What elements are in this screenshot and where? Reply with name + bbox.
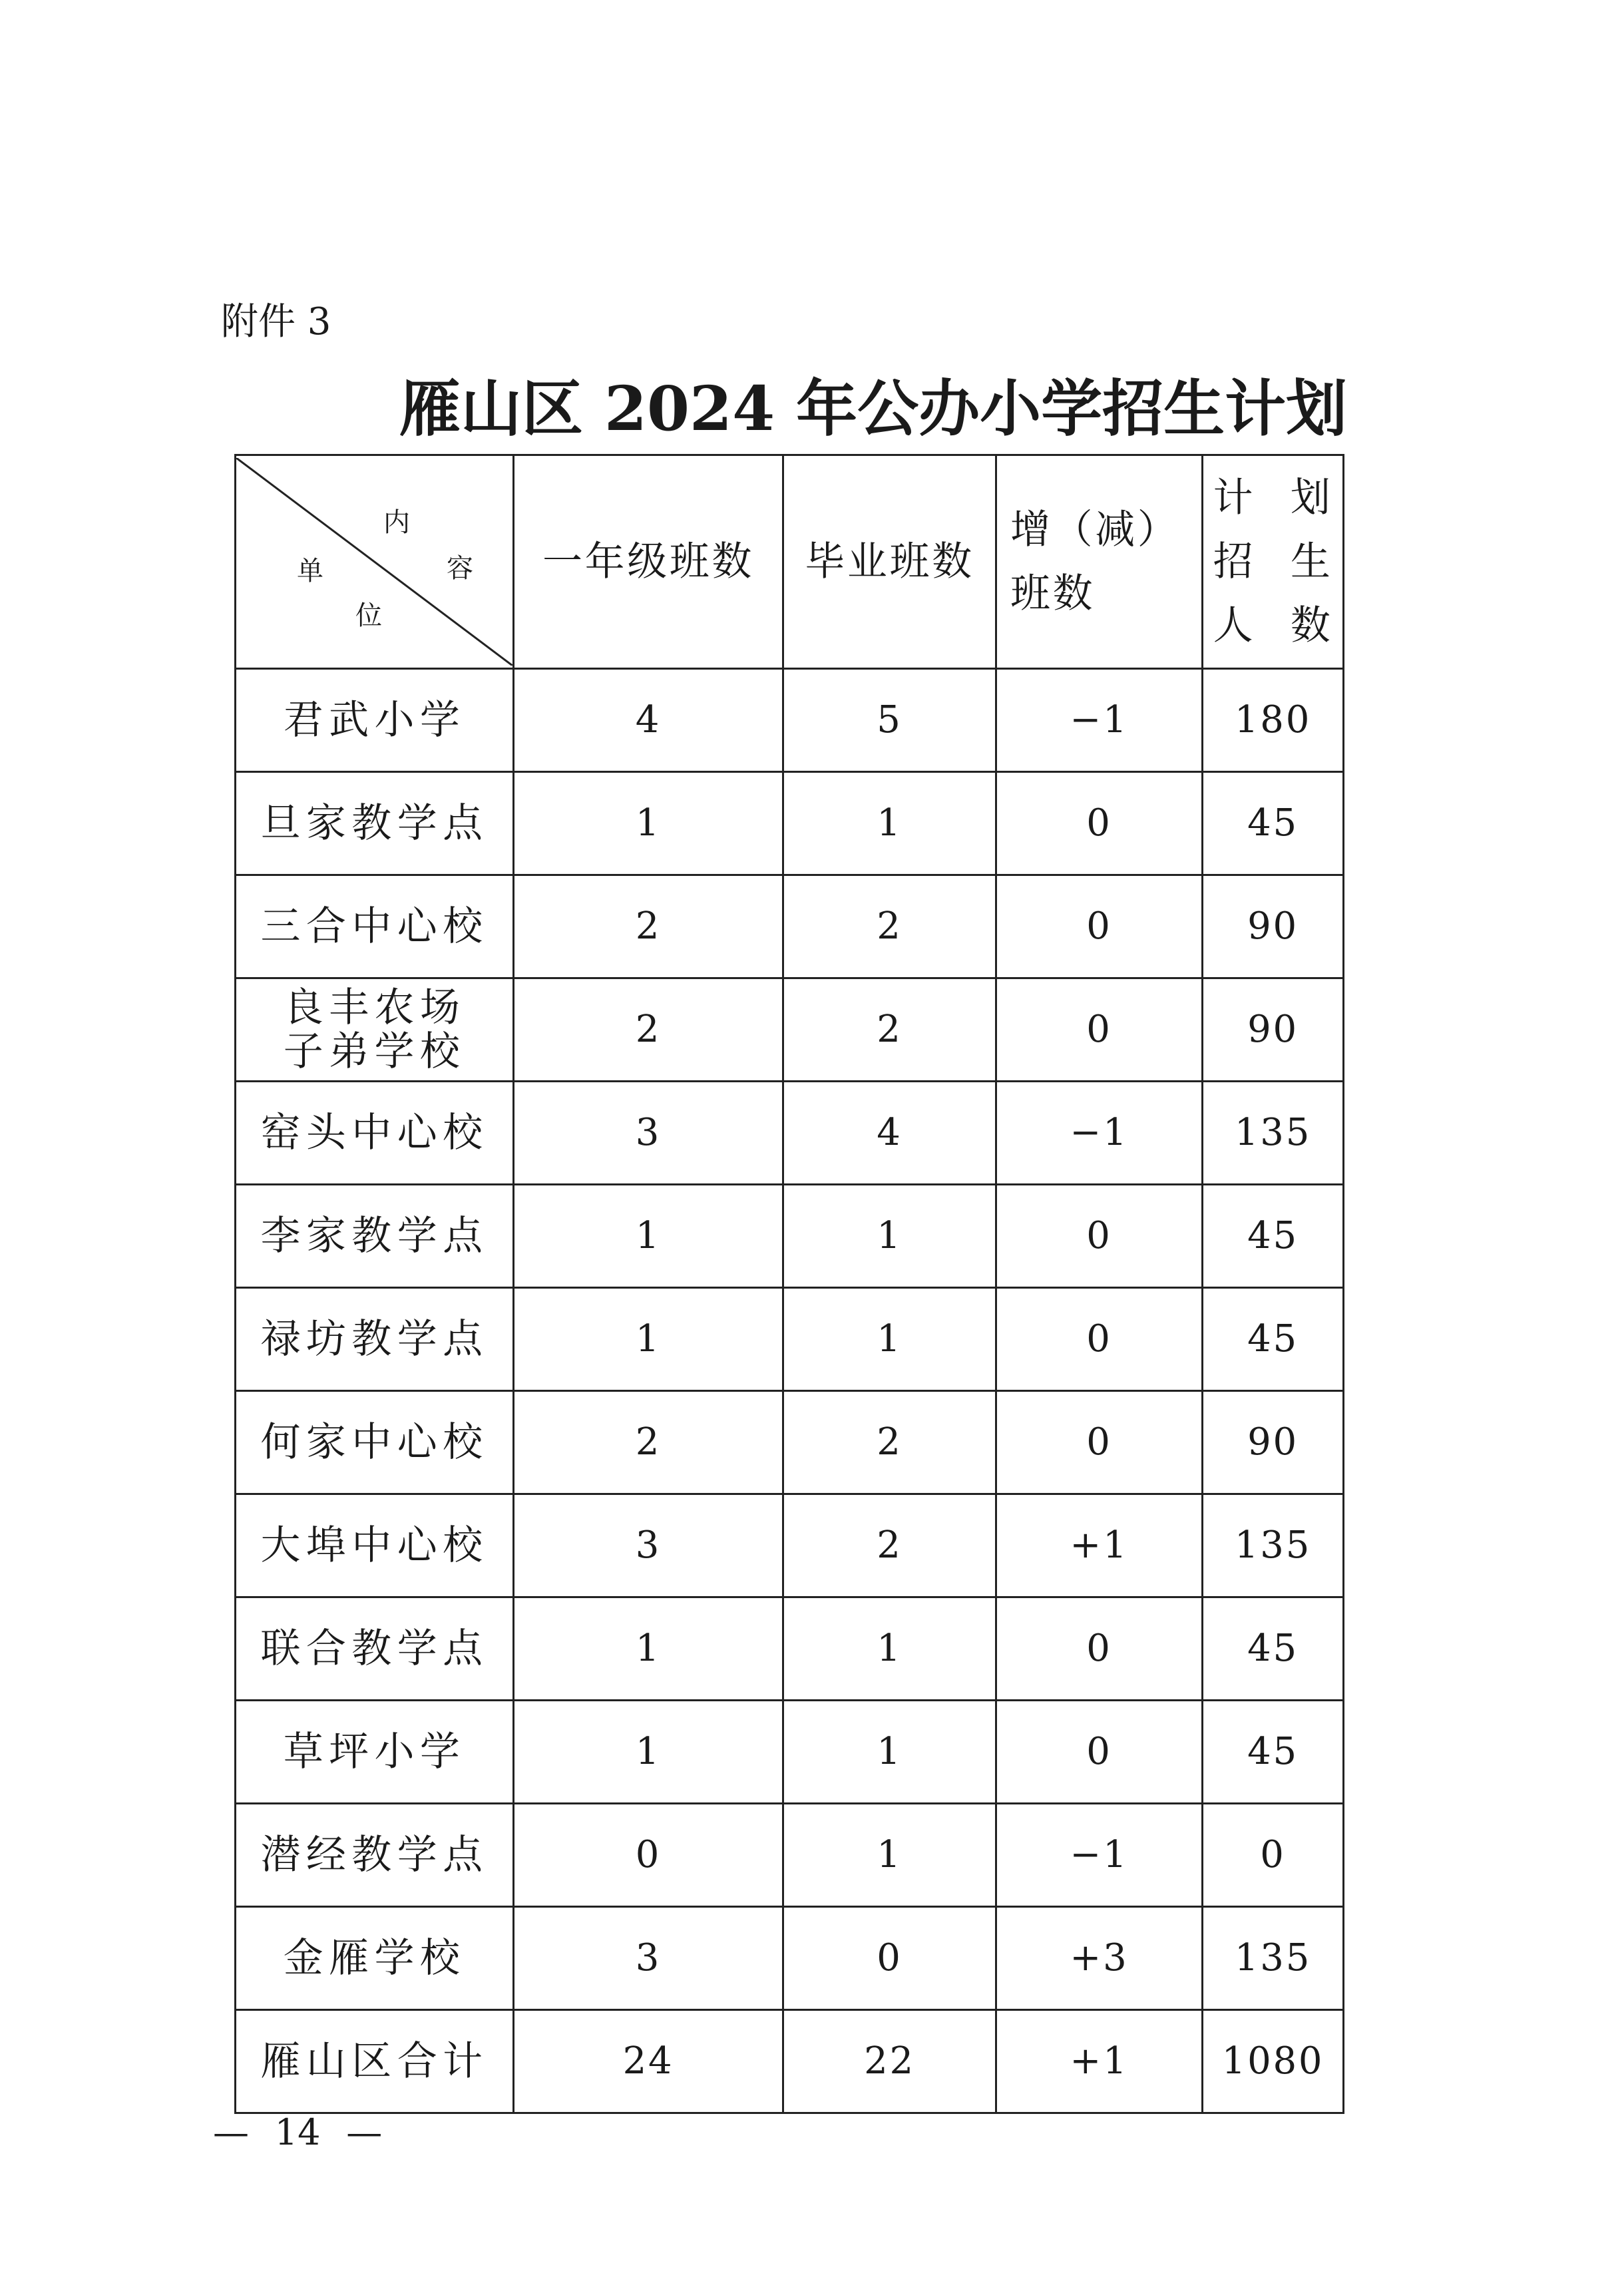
grade1-classes: 1 xyxy=(514,1701,783,1804)
total-class-change: +1 xyxy=(996,2010,1203,2113)
class-change: 0 xyxy=(996,1597,1203,1701)
column-header-planned-enrollment: 计 划 招 生 人 数 xyxy=(1203,455,1344,669)
planned-enrollment: 45 xyxy=(1203,1701,1344,1804)
table-header-row xyxy=(236,455,1344,669)
grade1-classes: 0 xyxy=(514,1804,783,1907)
table-row xyxy=(236,1288,1344,1391)
table-row xyxy=(236,1082,1344,1185)
school-name: 联合教学点 xyxy=(236,1597,514,1701)
table-row xyxy=(236,772,1344,875)
planned-enrollment: 180 xyxy=(1203,669,1344,772)
graduating-classes: 1 xyxy=(783,1288,996,1391)
school-name: 三合中心校 xyxy=(236,875,514,978)
enrollment-plan-table xyxy=(234,454,1344,2114)
school-name: 君武小学 xyxy=(236,669,514,772)
class-change: +1 xyxy=(996,1494,1203,1597)
school-name: 李家教学点 xyxy=(236,1185,514,1288)
grade1-classes: 1 xyxy=(514,1185,783,1288)
table-row xyxy=(236,1494,1344,1597)
planned-enrollment: 45 xyxy=(1203,1597,1344,1701)
table-row xyxy=(236,1907,1344,2010)
planned-enrollment: 90 xyxy=(1203,875,1344,978)
page-number: — 14 — xyxy=(213,2111,383,2153)
planned-enrollment: 45 xyxy=(1203,1288,1344,1391)
table-row xyxy=(236,1804,1344,1907)
school-name: 大埠中心校 xyxy=(236,1494,514,1597)
class-change: −1 xyxy=(996,1082,1203,1185)
school-name: 草坪小学 xyxy=(236,1701,514,1804)
table-row xyxy=(236,669,1344,772)
table-row xyxy=(236,1185,1344,1288)
grade1-classes: 2 xyxy=(514,1391,783,1494)
attachment-label: 附件 3 xyxy=(221,300,331,343)
planned-enrollment: 45 xyxy=(1203,1185,1344,1288)
table-row xyxy=(236,978,1344,1082)
column-header-graduating-classes: 毕业班数 xyxy=(783,455,996,669)
planned-enrollment: 135 xyxy=(1203,1494,1344,1597)
class-change: 0 xyxy=(996,1185,1203,1288)
planned-enrollment: 135 xyxy=(1203,1082,1344,1185)
class-change: −1 xyxy=(996,669,1203,772)
corner-label-content-1: 内 xyxy=(383,507,410,538)
corner-label-unit-2: 位 xyxy=(355,600,382,631)
planned-enrollment: 0 xyxy=(1203,1804,1344,1907)
class-change: 0 xyxy=(996,1288,1203,1391)
planned-enrollment: 135 xyxy=(1203,1907,1344,2010)
class-change: +3 xyxy=(996,1907,1203,2010)
grade1-classes: 2 xyxy=(514,978,783,1082)
school-name: 窑头中心校 xyxy=(236,1082,514,1185)
corner-label-content-2: 容 xyxy=(447,553,473,584)
planned-enrollment: 90 xyxy=(1203,978,1344,1082)
school-name: 何家中心校 xyxy=(236,1391,514,1494)
graduating-classes: 1 xyxy=(783,1804,996,1907)
total-label: 雁山区合计 xyxy=(236,2010,514,2113)
school-name: 金雁学校 xyxy=(236,1907,514,2010)
grade1-classes: 1 xyxy=(514,1597,783,1701)
planned-enrollment: 90 xyxy=(1203,1391,1344,1494)
grade1-classes: 3 xyxy=(514,1907,783,2010)
table-row xyxy=(236,1597,1344,1701)
class-change: 0 xyxy=(996,1701,1203,1804)
grade1-classes: 1 xyxy=(514,772,783,875)
column-header-change: 增（减） 班数 xyxy=(996,455,1203,669)
corner-label-unit-1: 单 xyxy=(297,556,323,586)
total-graduating-classes: 22 xyxy=(783,2010,996,2113)
grade1-classes: 1 xyxy=(514,1288,783,1391)
class-change: 0 xyxy=(996,772,1203,875)
graduating-classes: 0 xyxy=(783,1907,996,2010)
class-change: 0 xyxy=(996,875,1203,978)
school-name: 禄坊教学点 xyxy=(236,1288,514,1391)
graduating-classes: 1 xyxy=(783,772,996,875)
total-grade1-classes: 24 xyxy=(514,2010,783,2113)
graduating-classes: 2 xyxy=(783,1391,996,1494)
graduating-classes: 2 xyxy=(783,875,996,978)
graduating-classes: 1 xyxy=(783,1701,996,1804)
grade1-classes: 4 xyxy=(514,669,783,772)
class-change: 0 xyxy=(996,1391,1203,1494)
planned-enrollment: 45 xyxy=(1203,772,1344,875)
column-header-grade1-classes: 一年级班数 xyxy=(514,455,783,669)
graduating-classes: 5 xyxy=(783,669,996,772)
graduating-classes: 1 xyxy=(783,1185,996,1288)
grade1-classes: 3 xyxy=(514,1494,783,1597)
table-total-row xyxy=(236,2010,1344,2113)
school-name: 良丰农场 子弟学校 xyxy=(236,978,514,1082)
corner-header-cell xyxy=(236,455,514,669)
class-change: 0 xyxy=(996,978,1203,1082)
school-name: 潜经教学点 xyxy=(236,1804,514,1907)
grade1-classes: 3 xyxy=(514,1082,783,1185)
grade1-classes: 2 xyxy=(514,875,783,978)
graduating-classes: 2 xyxy=(783,978,996,1082)
table-row xyxy=(236,1701,1344,1804)
table-row xyxy=(236,875,1344,978)
graduating-classes: 1 xyxy=(783,1597,996,1701)
class-change: −1 xyxy=(996,1804,1203,1907)
graduating-classes: 2 xyxy=(783,1494,996,1597)
school-name: 旦家教学点 xyxy=(236,772,514,875)
page-title: 雁山区 2024 年公办小学招生计划 xyxy=(399,373,1348,445)
graduating-classes: 4 xyxy=(783,1082,996,1185)
total-planned-enrollment: 1080 xyxy=(1203,2010,1344,2113)
table-row xyxy=(236,1391,1344,1494)
